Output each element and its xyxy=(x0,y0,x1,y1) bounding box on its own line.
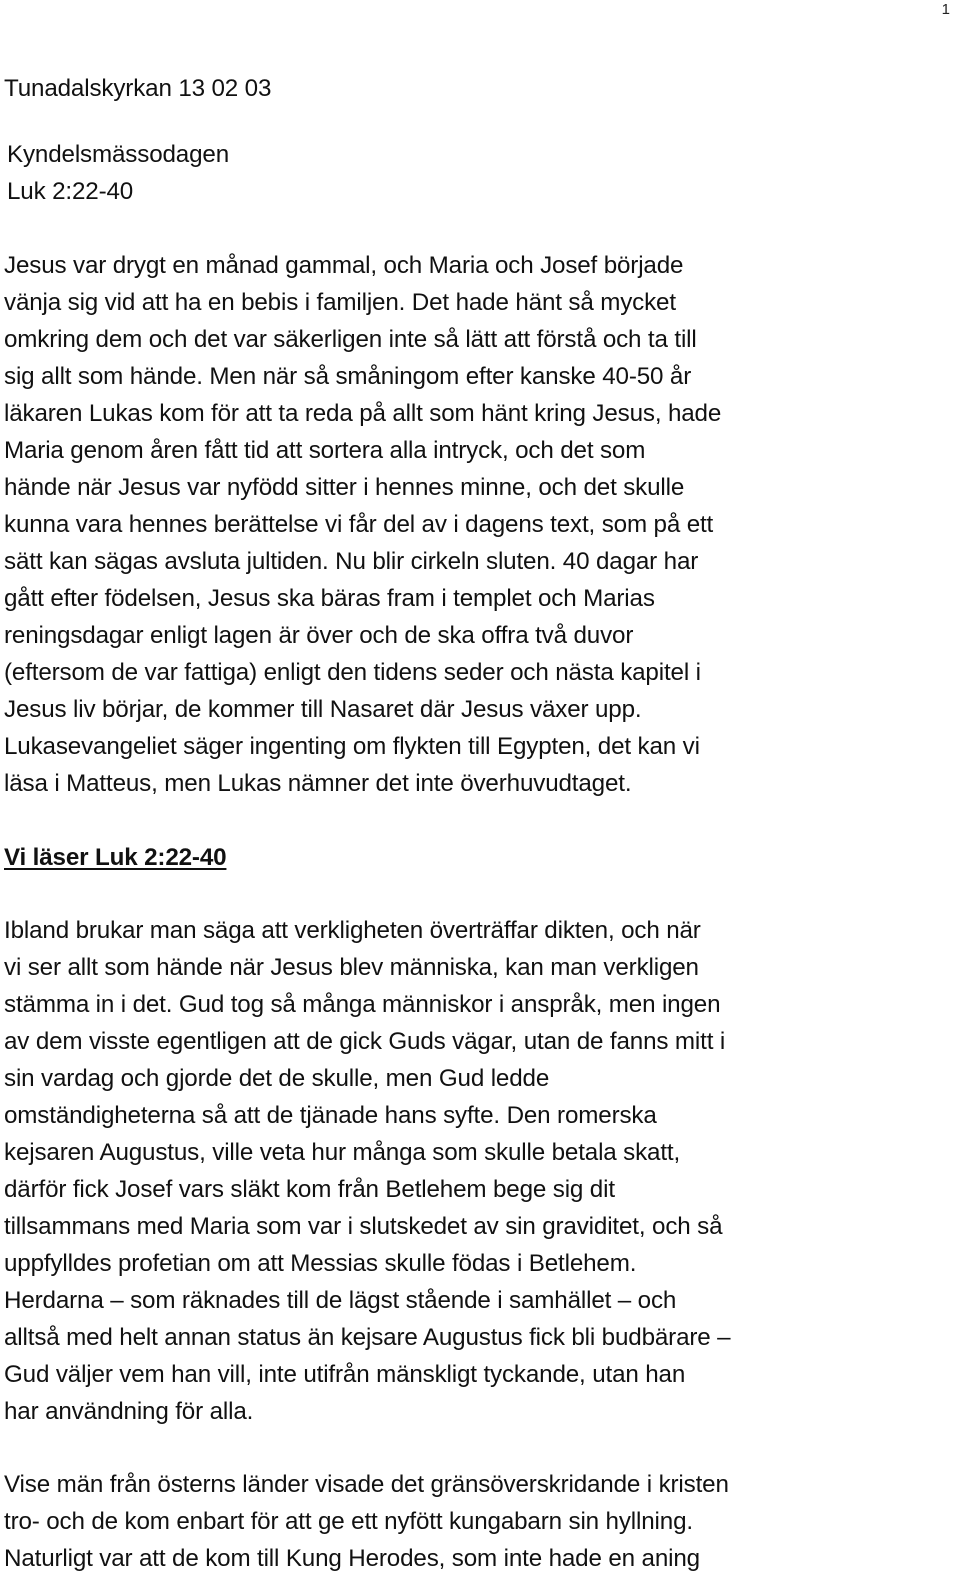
text-line: Gud väljer vem han vill, inte utifrån mänskligt tyckande, utan han xyxy=(4,1361,686,1388)
text-line: kejsaren Augustus, ville veta hur många som skulle betala skatt, xyxy=(4,1139,681,1166)
document-body xyxy=(4,70,949,1577)
text-line: vi ser allt som hände när Jesus blev människa, kan man verkligen xyxy=(4,954,699,981)
subtitle-reference: Luk 2:22-40 xyxy=(7,178,134,205)
text-line: har användning för alla. xyxy=(4,1398,254,1425)
text-line: vänja sig vid att ha en bebis i familjen. Det hade hänt så mycket xyxy=(4,289,676,316)
text-line: stämma in i det. Gud tog så många människor i anspråk, men ingen xyxy=(4,991,721,1018)
text-line: alltså med helt annan status än kejsare Augustus fick bli budbärare – xyxy=(4,1324,731,1351)
text-line: läsa i Matteus, men Lukas nämner det inte överhuvudtaget. xyxy=(4,770,632,797)
text-line: Ibland brukar man säga att verkligheten överträffar dikten, och när xyxy=(4,917,701,944)
text-line: tro- och de kom enbart för att ge ett nyfött kungabarn sin hyllning. xyxy=(4,1508,693,1535)
text-line: hände när Jesus var nyfödd sitter i hennes minne, och det skulle xyxy=(4,474,685,501)
text-line: Lukasevangeliet säger ingenting om flykten till Egypten, det kan vi xyxy=(4,733,700,760)
text-line: sätt kan sägas avsluta jultiden. Nu blir cirkeln sluten. 40 dagar har xyxy=(4,548,699,575)
text-line: uppfylldes profetian om att Messias skulle födas i Betlehem. xyxy=(4,1250,637,1277)
text-line: kunna vara hennes berättelse vi får del av i dagens text, som på ett xyxy=(4,511,714,538)
text-line: Jesus var drygt en månad gammal, och Maria och Josef började xyxy=(4,252,684,279)
document-subtitle xyxy=(7,136,949,210)
sermon-paragraph xyxy=(4,912,949,1430)
text-line: Naturligt var att de kom till Kung Herodes, som inte hade en aning xyxy=(4,1545,700,1572)
text-line: gått efter födelsen, Jesus ska bäras fram i templet och Marias xyxy=(4,585,655,612)
text-line: Jesus liv börjar, de kommer till Nasaret där Jesus växer upp. xyxy=(4,696,642,723)
text-line: tillsammans med Maria som var i slutskedet av sin graviditet, och så xyxy=(4,1213,723,1240)
text-line: sig allt som hände. Men när så småningom efter kanske 40-50 år xyxy=(4,363,692,390)
wise-men-paragraph xyxy=(4,1466,949,1577)
text-line: (eftersom de var fattiga) enligt den tidens seder och nästa kapitel i xyxy=(4,659,701,686)
reading-heading: Vi läser Luk 2:22-40 xyxy=(4,844,227,871)
text-line: läkaren Lukas kom för att ta reda på allt som hänt kring Jesus, hade xyxy=(4,400,722,427)
text-line: Vise män från österns länder visade det gränsöverskridande i kristen xyxy=(4,1471,729,1498)
document-title: Tunadalskyrkan 13 02 03 xyxy=(4,75,272,102)
intro-paragraph xyxy=(4,247,949,802)
text-line: därför fick Josef vars släkt kom från Betlehem bege sig dit xyxy=(4,1176,615,1203)
page-number: 1 xyxy=(941,1,950,18)
text-line: Herdarna – som räknades till de lägst stående i samhället – och xyxy=(4,1287,677,1314)
text-line: reningsdagar enligt lagen är över och de ska offra två duvor xyxy=(4,622,634,649)
text-line: sin vardag och gjorde det de skulle, men Gud ledde xyxy=(4,1065,550,1092)
text-line: omständigheterna så att de tjänade hans syfte. Den romerska xyxy=(4,1102,657,1129)
text-line: Maria genom åren fått tid att sortera alla intryck, och det som xyxy=(4,437,646,464)
subtitle-day: Kyndelsmässodagen xyxy=(7,141,229,168)
text-line: av dem visste egentligen att de gick Guds vägar, utan de fanns mitt i xyxy=(4,1028,726,1055)
text-line: omkring dem och det var säkerligen inte så lätt att förstå och ta till xyxy=(4,326,697,353)
